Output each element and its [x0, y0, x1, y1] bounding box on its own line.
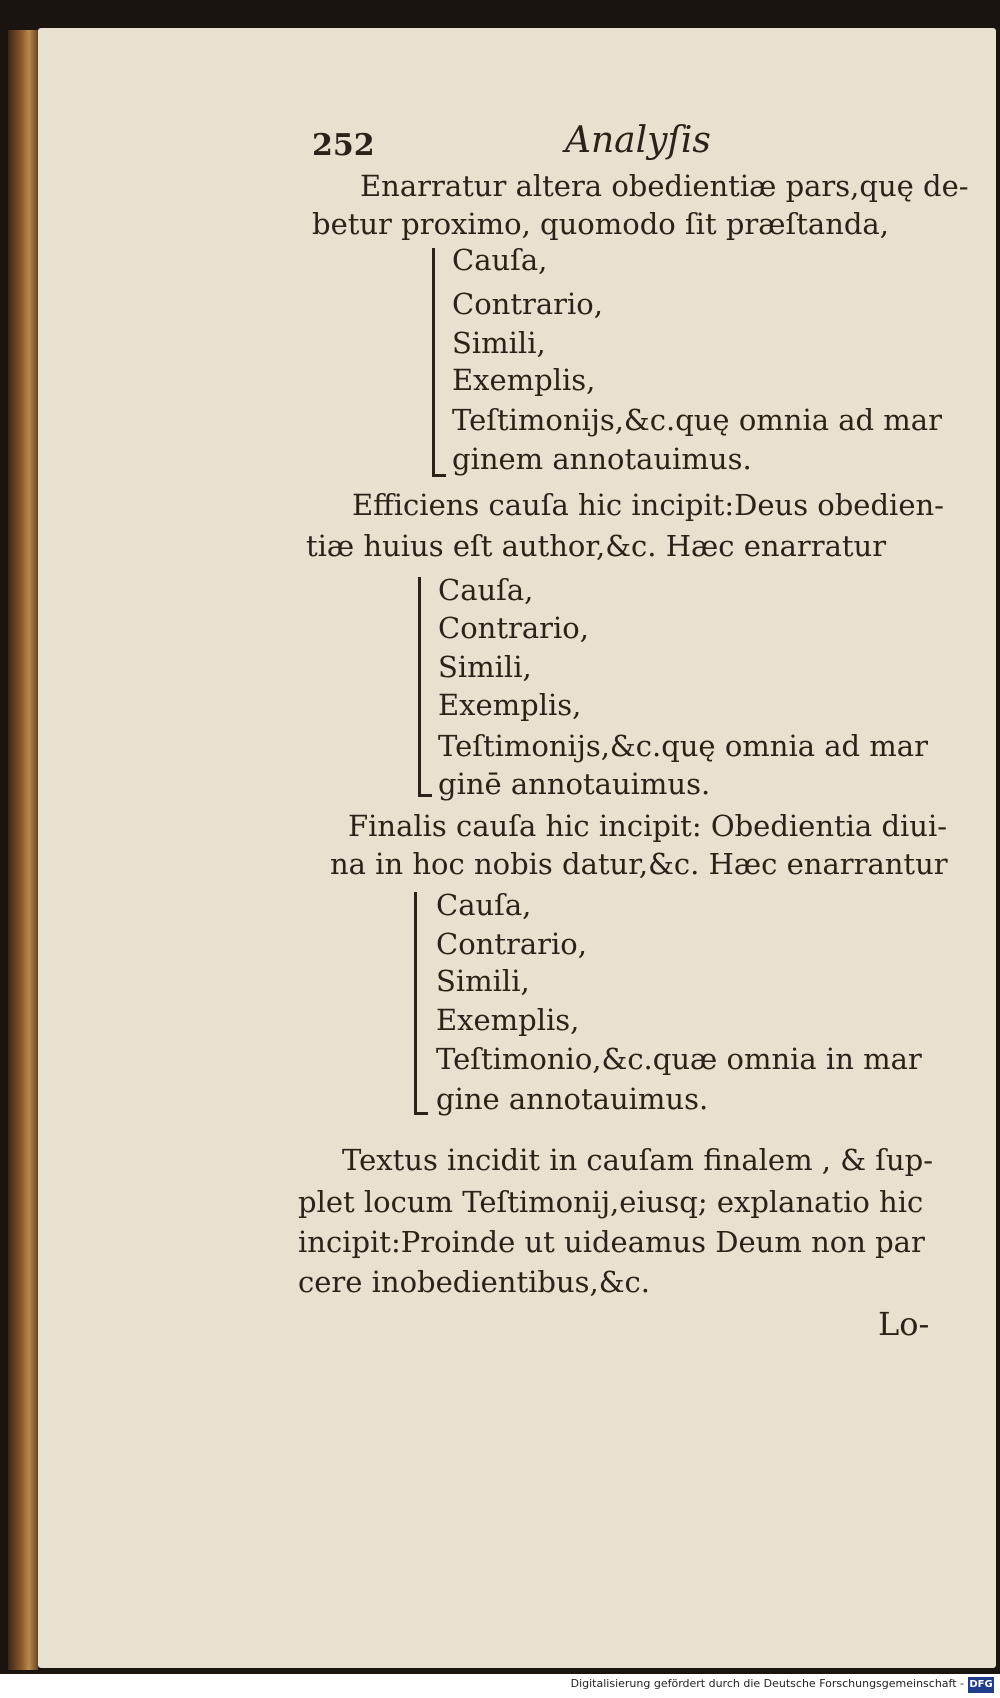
list2-item-1: Cauſa,: [438, 573, 534, 607]
list3-item-3: Simili,: [436, 964, 530, 998]
list2-item-3: Simili,: [438, 650, 532, 684]
finalis-line-1: Finalis cauſa hic incipit: Obedientia diui-: [348, 809, 948, 843]
finalis-line-2: na in hoc nobis datur,&c. Hæc enarrantur: [330, 847, 948, 881]
list2-item-2: Contrario,: [438, 611, 589, 645]
list1-item-3: Simili,: [452, 326, 546, 360]
efficiens-line-2: tiæ huius eſt author,&c. Hæc enarratur: [306, 529, 887, 563]
list3-item-6: gine annotauimus.: [436, 1082, 709, 1116]
bracket-3: [414, 892, 417, 1114]
list1-item-1: Cauſa,: [452, 243, 548, 277]
efficiens-line-1: Efficiens cauſa hic incipit:Deus obedien-: [352, 488, 944, 522]
bracket-2: [418, 577, 421, 796]
list1-item-4: Exemplis,: [452, 363, 596, 397]
textus-line-1: Textus incidit in cauſam finalem , & ſup-: [342, 1143, 934, 1177]
dfg-logo-icon: DFG: [968, 1677, 994, 1693]
bracket-1-foot: [432, 474, 446, 477]
list2-item-6: ginē annotauimus.: [438, 767, 711, 801]
intro-line-1: Enarratur altera obedientiæ pars,quę de-: [360, 169, 969, 203]
list3-item-1: Cauſa,: [436, 888, 532, 922]
list1-item-6: ginem annotauimus.: [452, 442, 752, 476]
list3-item-5: Teſtimonio,&c.quæ omnia in mar: [436, 1042, 922, 1076]
bracket-2-foot: [418, 794, 432, 797]
intro-line-2: betur proximo, quomodo ſit præſtanda,: [312, 207, 889, 241]
bracket-3-foot: [414, 1112, 428, 1115]
book-spine: [8, 30, 38, 1670]
textus-line-4: cere inobedientibus,&c.: [298, 1265, 651, 1299]
footer-credit: Digitalisierung gefördert durch die Deutsche Forschungsgemeinschaft -: [570, 1677, 964, 1690]
page-number: 252: [312, 128, 375, 163]
bracket-1: [432, 248, 435, 476]
textus-line-2: plet locum Teſtimonij,eiusq; explanatio hic: [298, 1185, 924, 1219]
footer-bar: [0, 1674, 1000, 1698]
list3-item-4: Exemplis,: [436, 1003, 580, 1037]
list2-item-4: Exemplis,: [438, 688, 582, 722]
list1-item-2: Contrario,: [452, 287, 603, 321]
textus-line-3: incipit:Proinde ut uideamus Deum non par: [298, 1225, 925, 1259]
catchword: Lo-: [878, 1305, 930, 1343]
list1-item-5: Teſtimonijs,&c.quę omnia ad mar: [452, 403, 942, 437]
list2-item-5: Teſtimonijs,&c.quę omnia ad mar: [438, 729, 928, 763]
list3-item-2: Contrario,: [436, 927, 587, 961]
running-title: Analyſis: [565, 120, 711, 161]
